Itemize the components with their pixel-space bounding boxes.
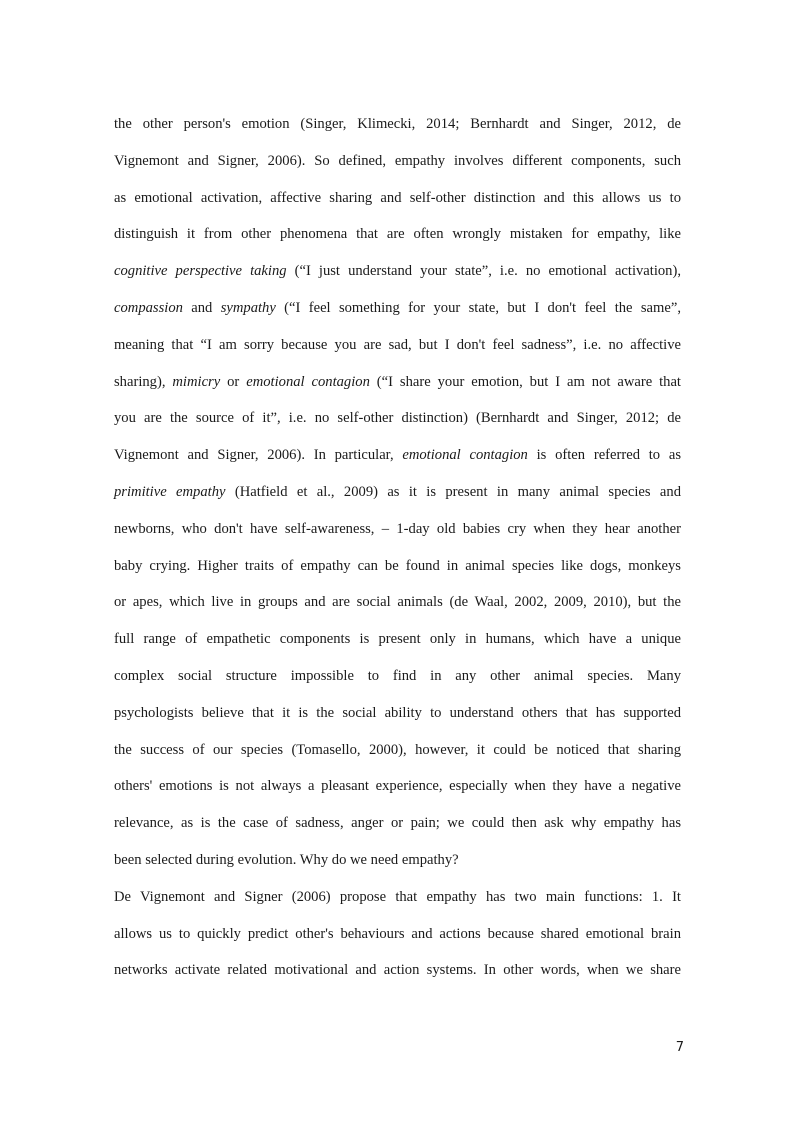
text-segment: (“I just understand your state”, i.e. no emotional activation), [286,263,681,280]
text-line [114,662,681,699]
text-segment: newborns, who don't have self-awareness, – 1-day old babies cry when they hear another [114,520,681,537]
italic-term: cognitive perspective taking [114,263,287,280]
page-number: 7 [675,1040,684,1055]
text-segment: been selected during evolution. Why do we need empathy? [114,851,459,868]
text-segment: sharing), [114,373,173,390]
text-line [114,441,681,478]
text-line [114,772,681,809]
text-segment: baby crying. Higher traits of empathy can be found in animal species like dogs, monkeys [114,557,681,574]
text-line [114,257,681,294]
text-segment: is often referred to as [527,447,682,464]
text-segment: full range of empathetic components is present only in humans, which have a unique [114,631,681,648]
text-segment: relevance, as is the case of sadness, anger or pain; we could then ask why empathy has [114,815,681,832]
text-line [114,110,681,147]
text-segment: others' emotions is not always a pleasant experience, especially when they have a negative [114,778,681,795]
text-line [114,552,681,589]
text-segment: psychologists believe that it is the social ability to understand others that has supported [114,704,681,721]
text-segment: (“I share your emotion, but I am not aware that [369,373,681,390]
text-segment: De Vignemont and Signer (2006) propose that empathy has two main functions: 1. It [114,888,681,905]
text-line [114,478,681,515]
text-line [114,699,681,736]
text-segment: or [220,373,247,390]
italic-term: compassion [114,299,183,316]
text-line [114,404,681,441]
text-line [114,184,681,221]
text-line [114,920,681,957]
text-segment: Vignemont and Signer, 2006). In particular, [114,447,403,464]
text-line [114,956,681,993]
text-line [114,846,681,883]
text-segment: allows us to quickly predict other's behaviours and actions because shared emotional brain [114,925,681,942]
text-line [114,515,681,552]
text-segment: networks activate related motivational and action systems. In other words, when we share [114,962,681,979]
italic-term: sympathy [220,299,276,316]
text-line [114,883,681,920]
text-segment: distinguish it from other phenomena that are often wrongly mistaken for empathy, like [114,226,681,243]
italic-term: primitive empathy [114,483,226,500]
text-line [114,331,681,368]
text-line [114,625,681,662]
text-segment: meaning that “I am sorry because you are sad, but I don't feel sadness”, i.e. no affective [114,336,681,353]
body-text [114,110,681,993]
text-line [114,809,681,846]
italic-term: emotional contagion [246,373,370,390]
text-line [114,736,681,773]
text-segment: the success of our species (Tomasello, 2000), however, it could be noticed that sharing [114,741,681,758]
text-line [114,220,681,257]
text-line [114,147,681,184]
text-segment: complex social structure impossible to find in any other animal species. Many [114,667,681,684]
text-segment: (Hatfield et al., 2009) as it is present in many animal species and [225,483,681,500]
italic-term: emotional contagion [402,447,528,464]
text-line [114,368,681,405]
text-line [114,294,681,331]
text-segment: you are the source of it”, i.e. no self-other distinction) (Bernhardt and Singer, 2012; de [114,410,681,427]
text-segment: the other person's emotion (Singer, Klimecki, 2014; Bernhardt and Singer, 2012, de [114,116,681,132]
text-line [114,588,681,625]
text-segment: as emotional activation, affective sharing and self-other distinction and this allows us to [114,189,681,206]
italic-term: mimicry [172,373,221,390]
text-segment: or apes, which live in groups and are social animals (de Waal, 2002, 2009, 2010), but the [114,594,681,611]
text-segment: and [182,299,221,316]
text-segment: Vignemont and Signer, 2006). So defined, empathy involves different components, such [114,152,681,169]
text-segment: (“I feel something for your state, but I don't feel the same”, [275,299,681,316]
